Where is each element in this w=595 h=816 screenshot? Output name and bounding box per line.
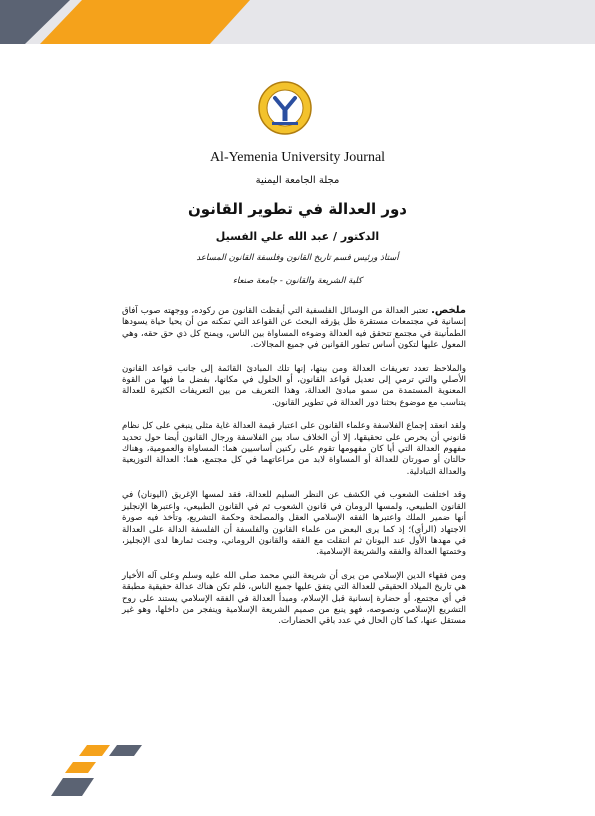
article-title: دور العدالة في تطوير القانون — [188, 200, 407, 218]
header-stripes — [0, 0, 595, 44]
body-paragraph: والملاحظ تعدد تعريفات العدالة ومن بينها، إنها تلك المبادئ القائمة إلى جانب قواعد القانون الأصلي والتي ترمي إلى تعديل قواعد القانون، أو الحلول في مكانها، بفضل ما فيها من القوة المعنوية المستمدة من سمو مبادئ العدالة، وهذا التعريف من بين التعريفات الكثيرة للعدالة يتناسب مع موضوع بحثنا دور العدالة في تطوير القانون. — [122, 363, 466, 408]
footer-orange-bar-top — [79, 745, 110, 756]
article-author: الدكتور / عبد الله علي الفسيل — [215, 230, 380, 243]
footer-slate-bar-bottom — [51, 778, 94, 796]
body-paragraph: وقد اختلفت الشعوب في الكشف عن النظر السليم للعدالة، فقد لمسها الإغريق (اليونان) في القانون الطبيعي، ولمسها الرومان في قانون الشعوب ثم في القانون الطبيعي، واعتبرها الإنجليز أنها ضمير الملك واعتبرها الفقه الإسلامي العقل والمصلحة وحكمة التشريع، وتأخذ فيه صورة الاجتهاد (الرأي)؛ إذ كما يرى البعض من علماء القانون والفلسفة أن الفلسفة الدالة على العدالة في مهدها الأول عند اليونان ثم انتقلت مع الفقه والقانون الروماني، وجنت ثمارها لدى الإنجليز، وختمتها العدالة والفقه والشريعة الإسلامية. — [122, 490, 466, 558]
footer-orange-bar-middle — [65, 762, 96, 773]
footer-stripes — [50, 742, 150, 798]
body-paragraph: ومن فقهاء الدين الإسلامي من يرى أن شريعة النبي محمد صلى الله عليه وسلم وعلى آله الأخيار هي تاريخ الميلاد الحقيقي للعدالة التي يتفق عليها جميع الناس، فلم تكن هناك عدالة حقيقية مطبقة في أي مجتمع، أو حضارة إنسانية قبل الإسلام، ومبدأ العدالة في الفقه الإسلامي يستند على روح التشريع الإسلامي ونصوصه، فهو ينبع من صميم الشريعة الإسلامية وينفجر من داخلها، وهو غير مستقل عنها، كما كان الحال في عدد باقي الحضارات. — [122, 570, 466, 627]
journal-name-ar: مجلة الجامعة اليمنية — [255, 175, 340, 186]
journal-name-en: Al-Yemenia University Journal — [209, 150, 386, 165]
header-orange-stripe — [40, 0, 250, 44]
author-affiliation-title: أستاذ ورئيس قسم تاريخ القانون وفلسفة القانون المساعد — [196, 253, 399, 263]
abstract-paragraph — [122, 305, 466, 352]
author-affiliation-institution: كلية الشريعة والقانون - جامعة صنعاء — [232, 276, 363, 286]
paragraph-text: تعتبر العدالة من الوسائل الفلسفية التي أيقظت القانون من ركوده، ووجهته صوب آفاق إنسانية في مجتمعات مستقرة ظل يؤرقه البحث عن القواعد التي تمكنه من أن يحيا حياة يسودها الطمأنينة في مجتمع تتحقق فيه العدالة وضوءه المساواة بين الناس، ويمنح كل ذي حق حقه، وهي المعول عليها لتكون أساس تطور القوانين في جميع المجالات. — [122, 306, 466, 351]
university-seal-icon — [257, 80, 313, 136]
body-paragraph: ولقد انعقد إجماع الفلاسفة وعلماء القانون على اعتبار قيمة العدالة غاية مثلى ينبغي على كل نظام قانوني أن يحرص على تحقيقها، إلا أن الخلاف ساد بين الفلاسفة ورجال القانون أيضا حول تحديد مفهوم العدالة التي أيا كان مفهومها تقوم على ركنين أساسيين هما: المساواة والعمومية، وهناك حالتان أو صورتان للعدالة أو المساواة لابد من مراعاتهما في كل مجتمع، هما: العدالة التوزيعية والعدالة التبادلية. — [122, 421, 466, 477]
footer-slate-bar-top — [109, 745, 142, 756]
abstract-label: ملخص. — [431, 305, 466, 316]
article-body — [122, 305, 466, 640]
